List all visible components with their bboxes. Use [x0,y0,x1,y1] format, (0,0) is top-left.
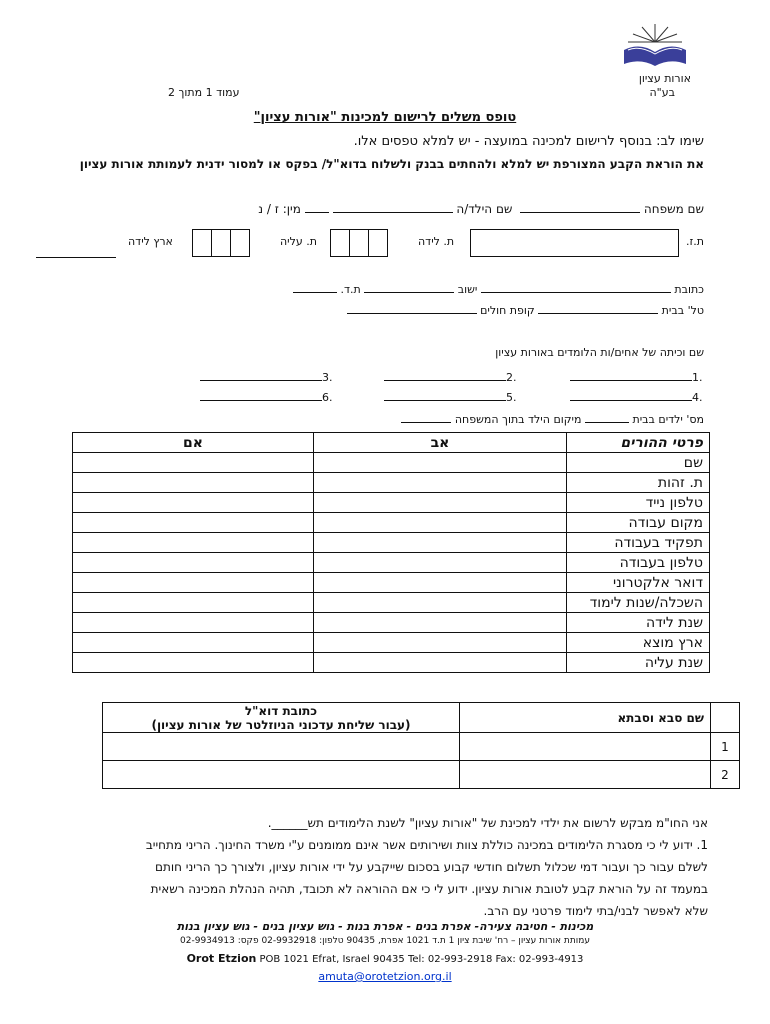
parents-mother-cell[interactable] [73,513,314,533]
gender-label: מין: ז / נ [258,202,301,216]
health-fund-input[interactable] [347,301,477,314]
declaration-line-2: 1. ידוע לי כי מסגרת הלימודים במכינה כוללת צוות ושירותים אשר אינם ממומנים ע"י משרד החינוך. הריני מתחייב [145,838,708,852]
sibling-6-input[interactable] [200,388,322,401]
table-row [103,733,740,761]
declaration-line-3: לשלם עבור כך ועבור דמי שכלול תשלום חודשי קבוע בסכום שייקבע על ידי אורות עציון, ולצורך כך הריני חותם [155,860,708,874]
sibling-6-num: 6. [322,391,333,404]
parents-row-label: ארץ מוצא [567,633,710,653]
parents-father-cell[interactable] [314,453,567,473]
parents-row-label: טלפון בעבודה [567,553,710,573]
parents-father-cell[interactable] [314,513,567,533]
sibling-2 [384,368,517,384]
phone-row [347,301,704,317]
grandparents-row-num: 2 [711,761,740,789]
child-name-input[interactable] [333,200,453,213]
aliya-date-label: ת. עליה [280,235,318,248]
parents-mother-cell[interactable] [73,593,314,613]
parents-father-cell[interactable] [314,593,567,613]
name-row [258,200,704,216]
table-row [73,453,710,473]
notice-line-2: את הוראת הקבע המצורפת יש למלא ולהחתים בבנק ולשלוח בדוא"ל/ בפקס או למסור ידנית לעמותת אורות עציון [79,157,704,171]
id-boxes[interactable] [470,229,679,257]
po-box-input[interactable] [293,280,337,293]
child-name-label: שם הילד/ה [456,202,513,216]
table-row [73,473,710,493]
declaration-line-1: אני החו"מ מבקש לרשום את ילדי למכינת של "אורות עציון" לשנת הלימודים תש______. [267,816,708,830]
id-label: ת.ז. [685,235,704,248]
footer-line-3 [0,952,770,965]
parents-mother-cell[interactable] [73,493,314,513]
sibling-5-input[interactable] [384,388,506,401]
declaration [58,812,708,922]
footer-contact-en: POB 1021 Efrat, Israel 90435 Tel: 02-993-2918 Fax: 02-993-4913 [259,954,584,965]
sibling-1 [570,368,703,384]
kids-count-label: מס' ילדים בבית [632,413,704,426]
aliya-date-boxes[interactable] [192,229,250,257]
parents-father-cell[interactable] [314,653,567,673]
health-fund-label: קופת חולים [480,304,535,317]
sibling-1-num: 1. [692,371,703,384]
parents-row-label: השכלה/שנות לימוד [567,593,710,613]
footer-org-en: Orot Etzion [186,952,257,965]
home-phone-label: טל' בבית [661,304,704,317]
position-label: מיקום הילד בתוך המשפחה [454,413,582,426]
declaration-line-4: במעמד זה על הוראת קבע לטובת אורות עציון. ידוע לי כי אם ההוראה לא תכובד, תהיה הנהלת המכינה רשאית [150,882,708,896]
parents-mother-cell[interactable] [73,613,314,633]
parents-row-label: ת. זהות [567,473,710,493]
address-input[interactable] [481,280,671,293]
kids-row [401,410,704,426]
parents-father-cell[interactable] [314,493,567,513]
parents-mother-cell[interactable] [73,533,314,553]
parents-mother-cell[interactable] [73,553,314,573]
grandparents-header-names: שם סבא וסבתא [460,703,711,733]
settlement-label: ישוב [457,283,478,296]
parents-row-label: דואר אלקטרוני [567,573,710,593]
grandparents-name-cell[interactable] [460,761,711,789]
parents-mother-cell[interactable] [73,633,314,653]
home-phone-input[interactable] [538,301,658,314]
po-box-label: ת.ד. [340,283,361,296]
gender-input[interactable] [305,200,329,213]
sibling-2-num: 2. [506,371,517,384]
birth-date-label: ת. לידה [418,235,455,248]
settlement-input[interactable] [364,280,454,293]
parents-row-label: תפקיד בעבודה [567,533,710,553]
family-name-input[interactable] [520,200,640,213]
grandparents-email-sub: (עבור שליחת עדכוני הניוזלטר של אורות עציון) [151,717,411,732]
parents-father-cell[interactable] [314,473,567,493]
sibling-3-input[interactable] [200,368,322,381]
table-row [73,573,710,593]
birth-country-input[interactable] [36,245,116,258]
sibling-5-num: 5. [506,391,517,404]
sibling-1-input[interactable] [570,368,692,381]
book-sun-icon [620,20,690,72]
sibling-4 [570,388,703,404]
parents-father-cell[interactable] [314,633,567,653]
parents-mother-cell[interactable] [73,473,314,493]
parents-table [72,432,710,673]
sibling-5 [384,388,517,404]
page-number: עמוד 1 מתוך 2 [168,86,240,99]
grandparents-email-title: כתובת דוא"ל [244,703,318,718]
grandparents-header-email [103,703,460,733]
grandparents-header-num [711,703,740,733]
declaration-line-5: שלא לאפשר לבני/בתי לימוד פרטני עם הרב. [483,904,708,918]
parents-father-cell[interactable] [314,533,567,553]
table-row [103,761,740,789]
footer-line-1: מכינות - חטיבה צעירה- אפרת בנים - אפרת בנות - גוש עציון בנים - גוש עציון בנות [176,920,594,933]
footer-email-wrap [0,970,770,983]
table-row [73,613,710,633]
parents-header-details: פרטי ההורים [567,433,710,453]
sibling-4-num: 4. [692,391,703,404]
table-row [73,533,710,553]
footer-email-link[interactable]: amuta@orotetzion.org.il [318,970,452,983]
table-row [73,553,710,573]
kids-count-input[interactable] [585,410,629,423]
grandparents-name-cell[interactable] [460,733,711,761]
address-row [293,280,704,296]
parents-father-cell[interactable] [314,613,567,633]
sibling-6 [200,388,333,404]
table-row [73,493,710,513]
parents-mother-cell[interactable] [73,653,314,673]
sibling-2-input[interactable] [384,368,506,381]
grandparents-email-cell[interactable] [103,733,460,761]
grandparents-table [102,702,740,789]
position-input[interactable] [401,410,451,423]
parents-row-label: טלפון נייד [567,493,710,513]
grandparents-email-cell[interactable] [103,761,460,789]
parents-father-cell[interactable] [314,553,567,573]
address-label: כתובת [674,283,704,296]
family-name-label: שם משפחה [643,202,704,216]
parents-row-label: מקום עבודה [567,513,710,533]
birth-country-label: ארץ לידה [128,235,173,248]
org-name: אורות עציון [638,72,691,85]
table-row [73,593,710,613]
parents-header-mother: אם [73,433,314,453]
table-row [73,513,710,533]
parents-row-label: שנת לידה [567,613,710,633]
sibling-3-num: 3. [322,371,333,384]
footer-line-2: עמותת אורות עציון – רח' שיבת ציון 1 ת.ד 1021 אפרת, 90435 טלפון: 02-9932918 פקס: 02-9934913 [180,936,590,946]
parents-row-label: שנת עליה [567,653,710,673]
parents-mother-cell[interactable] [73,453,314,473]
birth-date-boxes[interactable] [330,229,388,257]
grandparents-row-num: 1 [711,733,740,761]
table-row [73,633,710,653]
siblings-label: שם וכיתה של אחים/ות הלומדים באורות עציון [495,346,704,359]
page-title: טופס משלים לרישום למכינות "אורות עציון" [253,110,517,125]
parents-father-cell[interactable] [314,573,567,593]
parents-mother-cell[interactable] [73,573,314,593]
notice-line-1: שימו לב: בנוסף לרישום למכינה במועצה - יש למלא טפסים אלו. [353,134,704,149]
parents-header-father: אב [314,433,567,453]
logo [620,20,690,72]
table-row [73,653,710,673]
org-blessing: בע"ה [649,86,675,99]
sibling-4-input[interactable] [570,388,692,401]
parents-row-label: שם [567,453,710,473]
sibling-3 [200,368,333,384]
